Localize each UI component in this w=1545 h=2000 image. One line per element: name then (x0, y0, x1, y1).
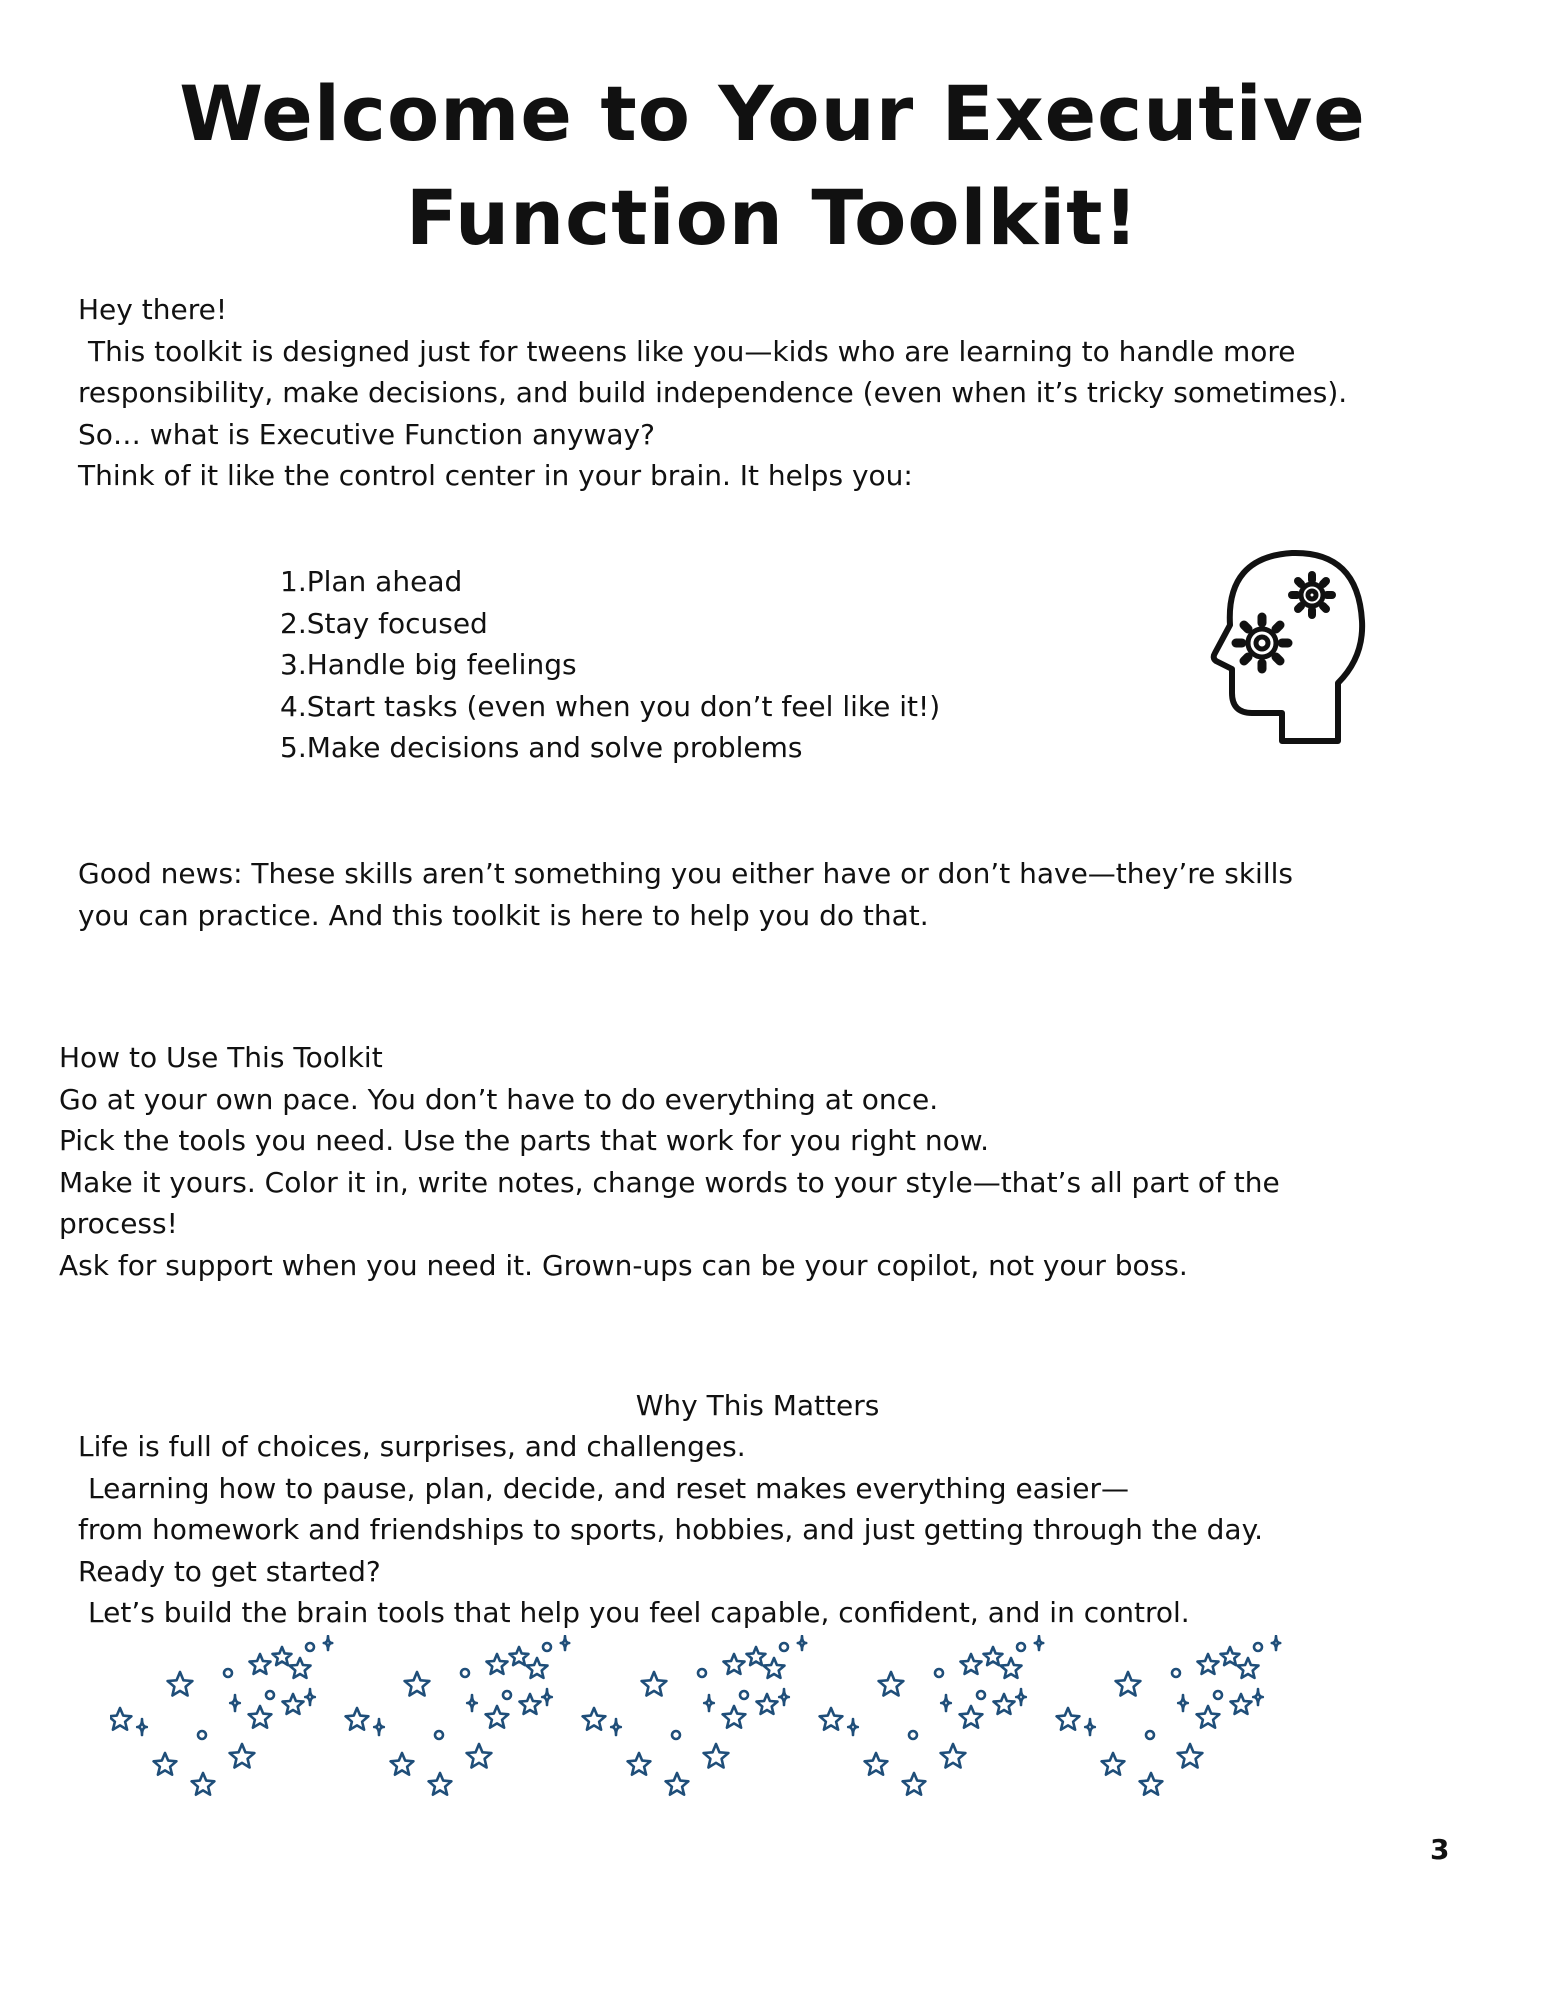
title-line-1: Welcome to Your Executive (179, 69, 1366, 158)
star-icon (1001, 1658, 1022, 1678)
star-icon (324, 1636, 332, 1650)
star-icon (110, 1708, 131, 1730)
star-icon (405, 1672, 430, 1696)
intro-section (78, 289, 1347, 497)
star-icon (1197, 1706, 1220, 1728)
star-icon (487, 1654, 508, 1674)
star-icon (230, 1744, 255, 1768)
star-icon (198, 1731, 206, 1739)
star-icon (1231, 1694, 1252, 1714)
star-icon (137, 1719, 147, 1735)
star-icon (1016, 1689, 1026, 1705)
skills-list-item: 5.Make decisions and solve problems (280, 731, 803, 764)
star-icon (1116, 1672, 1141, 1696)
why-line: Ready to get started? (78, 1554, 381, 1588)
star-icon (467, 1744, 492, 1768)
how-to-line: Ask for support when you need it. Grown-ups can be your copilot, not your boss. (59, 1248, 1188, 1282)
good-news-line-1: Good news: These skills aren’t something you either have or don’t have—they’re skills (78, 857, 1293, 890)
how-to-line: Make it yours. Color it in, write notes, change words to your style—that’s all part of the (59, 1165, 1280, 1199)
star-icon (672, 1731, 680, 1739)
head-with-gears-icon (1190, 545, 1375, 745)
star-icon (527, 1658, 548, 1678)
how-to-section (59, 1037, 1280, 1286)
star-icon (224, 1669, 232, 1677)
star-icon (306, 1643, 314, 1651)
star-icon (1146, 1731, 1154, 1739)
star-icon (346, 1708, 369, 1730)
star-icon (1238, 1658, 1259, 1678)
star-icon (961, 1654, 982, 1674)
why-line: Learning how to pause, plan, decide, and reset makes everything easier— (88, 1471, 1129, 1505)
star-icon (290, 1658, 311, 1678)
star-icon (1102, 1753, 1125, 1775)
star-icon (467, 1695, 477, 1711)
star-icon (666, 1773, 689, 1795)
star-icon (879, 1672, 904, 1696)
page-title (0, 62, 1545, 270)
star-icon (848, 1719, 858, 1735)
star-icon (935, 1669, 943, 1677)
star-icon (1172, 1669, 1180, 1677)
star-icon (723, 1706, 746, 1728)
star-icon (542, 1689, 552, 1705)
skills-list-item: 2.Stay focused (280, 606, 488, 640)
star-icon (1272, 1636, 1280, 1650)
star-icon (1198, 1654, 1219, 1674)
intro-question: So… what is Executive Function anyway? (78, 417, 655, 451)
star-icon (503, 1691, 511, 1699)
star-icon (543, 1643, 551, 1651)
star-icon (561, 1636, 569, 1650)
star-icon (628, 1753, 651, 1775)
star-icon (798, 1636, 806, 1650)
why-line: Life is full of choices, surprises, and challenges. (78, 1430, 746, 1463)
star-icon (273, 1647, 292, 1665)
star-icon (168, 1672, 193, 1696)
star-icon (984, 1647, 1003, 1665)
star-icon (583, 1708, 606, 1730)
star-icon (757, 1694, 778, 1714)
intro-line-1: This toolkit is designed just for tweens like you—kids who are learning to handle more (88, 334, 1296, 368)
star-icon (994, 1694, 1015, 1714)
star-icon (820, 1708, 843, 1730)
star-icon (611, 1719, 621, 1735)
star-icon (1214, 1691, 1222, 1699)
star-icon (192, 1773, 215, 1795)
star-icon (510, 1647, 529, 1665)
star-icon (1035, 1636, 1043, 1650)
skills-list (280, 561, 940, 769)
how-to-heading: How to Use This Toolkit (59, 1041, 383, 1074)
star-icon (1140, 1773, 1163, 1795)
star-icon (250, 1654, 271, 1674)
star-icon (283, 1694, 304, 1714)
star-icon (249, 1706, 272, 1728)
skills-list-item: 3.Handle big feelings (280, 648, 577, 681)
star-decoration-band (110, 1635, 1310, 1820)
why-line: Let’s build the brain tools that help you feel capable, confident, and in control. (88, 1596, 1190, 1629)
star-icon (764, 1658, 785, 1678)
star-icon (486, 1706, 509, 1728)
star-icon (909, 1731, 917, 1739)
star-icon (780, 1643, 788, 1651)
star-icon (1178, 1695, 1188, 1711)
star-icon (724, 1654, 745, 1674)
star-icon (865, 1753, 888, 1775)
star-icon (977, 1691, 985, 1699)
star-icon (520, 1694, 541, 1714)
star-icon (740, 1691, 748, 1699)
star-icon (960, 1706, 983, 1728)
intro-explain: Think of it like the control center in your brain. It helps you: (78, 459, 913, 492)
star-icon (266, 1691, 274, 1699)
skills-list-item: 1.Plan ahead (280, 565, 463, 598)
page-number: 3 (1430, 1833, 1450, 1866)
star-icon (374, 1719, 384, 1735)
star-icon (429, 1773, 452, 1795)
star-icon (1178, 1744, 1203, 1768)
how-to-line: Go at your own pace. You don’t have to do everything at once. (59, 1082, 939, 1116)
star-icon (903, 1773, 926, 1795)
star-icon (1253, 1689, 1263, 1705)
star-icon (305, 1689, 315, 1705)
why-section (78, 1426, 1263, 1634)
star-icon (154, 1753, 177, 1775)
good-news-line-2: you can practice. And this toolkit is here to help you do that. (78, 898, 929, 932)
star-icon (1221, 1647, 1240, 1665)
star-icon (941, 1744, 966, 1768)
why-line: from homework and friendships to sports, hobbies, and just getting through the day. (78, 1513, 1264, 1546)
how-to-line: Pick the tools you need. Use the parts that work for you right now. (59, 1124, 989, 1157)
title-line-2: Function Toolkit! (405, 173, 1140, 262)
star-icon (642, 1672, 667, 1696)
star-icon (704, 1695, 714, 1711)
why-heading: Why This Matters (635, 1389, 880, 1422)
star-icon (747, 1647, 766, 1665)
star-icon (391, 1753, 414, 1775)
star-icon (461, 1669, 469, 1677)
skills-list-item: 4.Start tasks (even when you don’t feel like it!) (280, 689, 941, 723)
star-icon (704, 1744, 729, 1768)
star-icon (698, 1669, 706, 1677)
intro-greeting: Hey there! (78, 293, 228, 326)
star-icon (230, 1695, 240, 1711)
star-icon (435, 1731, 443, 1739)
star-icon (1254, 1643, 1262, 1651)
star-icon (941, 1695, 951, 1711)
how-to-line: process! (59, 1207, 178, 1240)
star-icon (1017, 1643, 1025, 1651)
star-icon (779, 1689, 789, 1705)
star-icon (1085, 1719, 1095, 1735)
star-icon (1057, 1708, 1080, 1730)
intro-line-2: responsibility, make decisions, and build independence (even when it’s tricky sometimes). (78, 376, 1348, 409)
good-news-section (78, 853, 1293, 936)
